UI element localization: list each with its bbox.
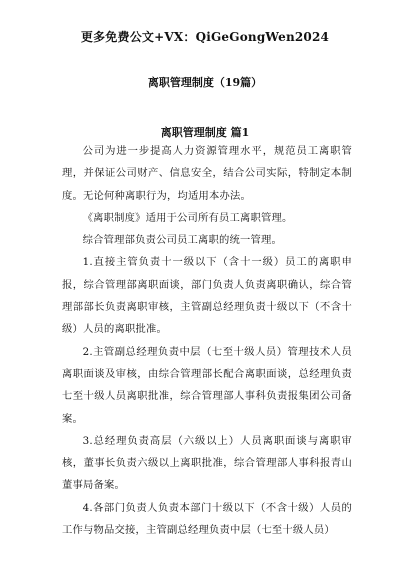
- paragraph: 《离职制度》适用于公司所有员工离职管理。: [82, 211, 293, 224]
- paragraph: 4.各部门负责人负责本部门十级以下（不含十级）人员的工作与物品交接，主管副总经理负责中层（七至十级人员）: [62, 501, 352, 537]
- promo-header: 更多免费公文+VX：QiGeGongWen2024: [80, 30, 330, 44]
- body-text: [62, 140, 352, 541]
- paragraph: 综合管理部负责公司员工离职的统一管理。: [82, 234, 283, 247]
- paragraph: 2.主管副总经理负责中层（七至十级人员）管理技术人员离职面谈及审核，由综合管理部长配合离职面谈，总经理负责七至十级人员离职批准，综合管理部人事科负责报集团公司备案。: [62, 345, 352, 425]
- paragraph: 3.总经理负责高层（六级以上）人员离职面谈与离职审核，董事长负责六级以上离职批准，综合管理部人事科报青山董事局备案。: [62, 434, 352, 492]
- paragraph: 公司为进一步提高人力资源管理水平，规范员工离职管理，并保证公司财产、信息安全，结合公司实际，特制定本制度。无论何种离职行为，均适用本办法。: [62, 145, 352, 202]
- paragraph: 1.直接主管负责十一级以下（含十一级）员工的离职申报，综合管理部离职面谈，部门负责人负责离职确认，综合管理部部长负责离职审核，主管副总经理负责十级以下（不含十级）人员的离职批准。: [62, 256, 352, 336]
- section-title: 离职管理制度 篇1: [160, 126, 250, 139]
- document-title: 离职管理制度（19篇）: [147, 76, 263, 89]
